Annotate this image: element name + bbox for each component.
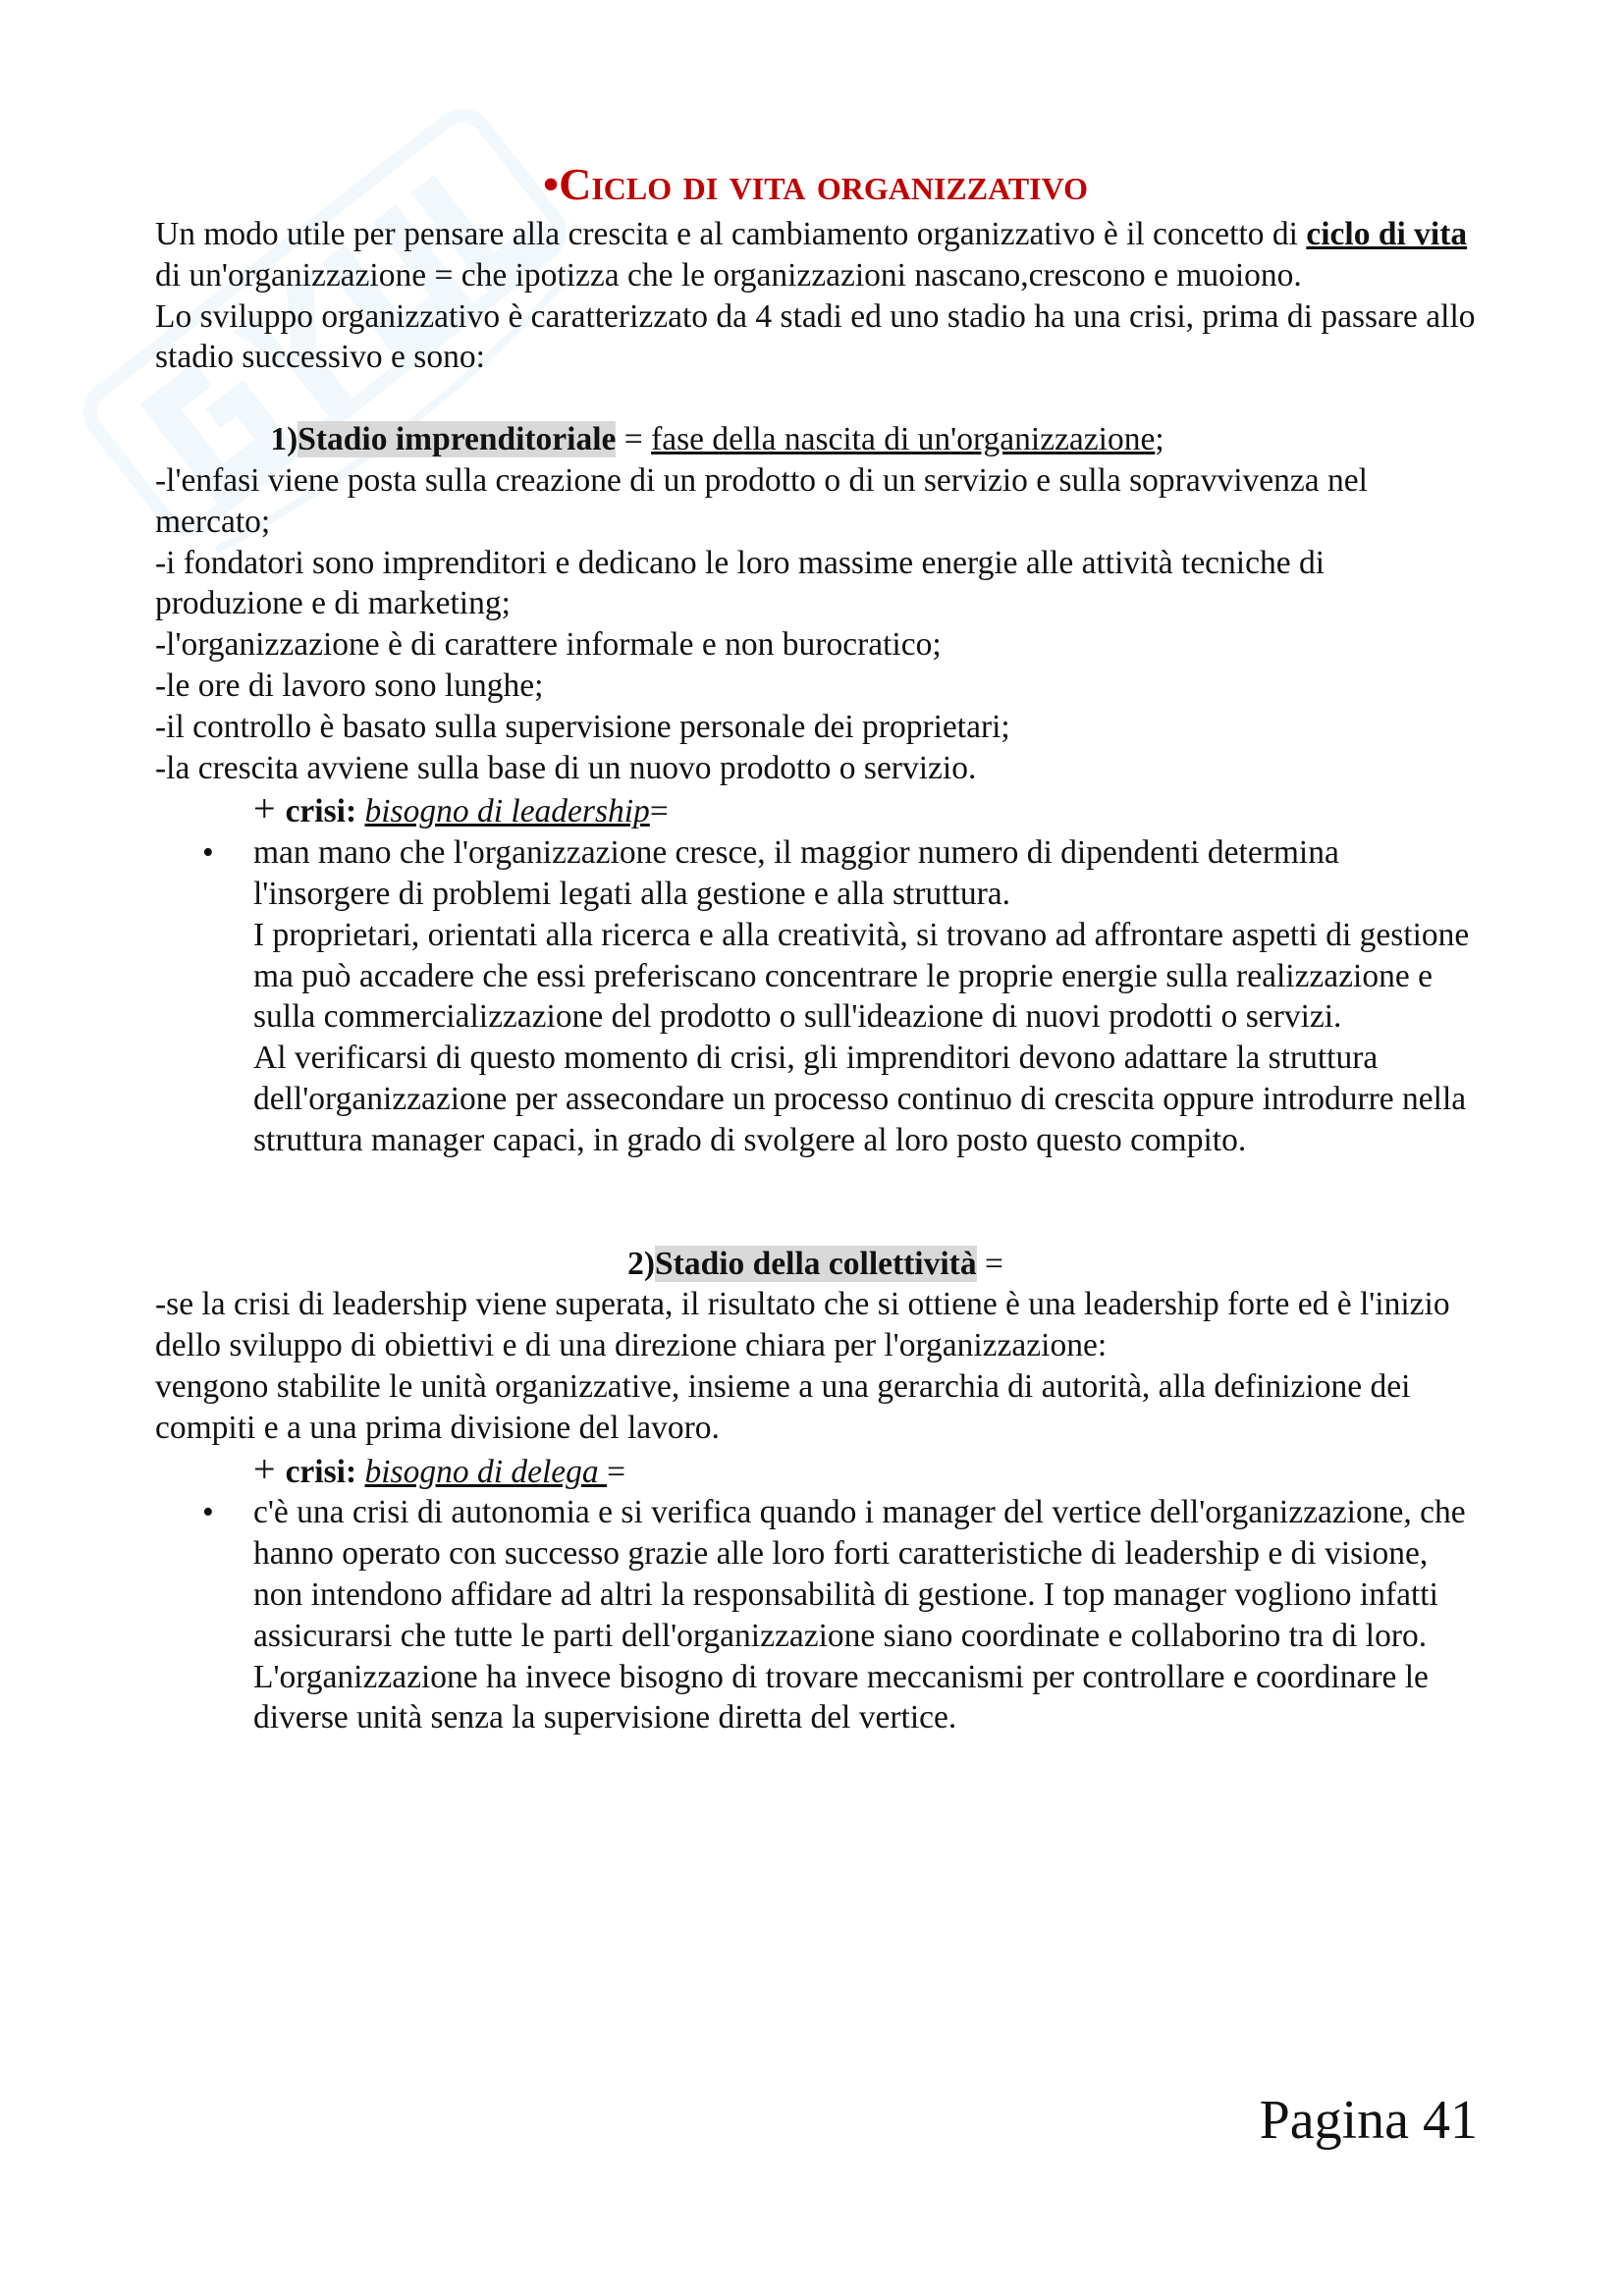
stage1-description: fase della nascita di un'organizzazione: [651, 421, 1156, 458]
term-ciclo-di-vita: ciclo di vita: [1306, 216, 1468, 252]
stage2-point: vengono stabilite le unità organizzative, insieme a una gerarchia di autorità, alla definizione dei compiti e a una prima divisione del lavoro.: [155, 1367, 1411, 1446]
page-title: •Ciclo di vita organizzativo: [543, 159, 1088, 209]
stage2-crisis-line: + crisi: bisogno di delega =: [253, 1446, 625, 1491]
document-page: [155, 157, 1476, 1738]
stage2-crisis-bullet: [155, 1492, 1476, 1738]
bullet-paragraph: man mano che l'organizzazione cresce, il maggior numero di dipendenti determina l'insorgere di problemi legati alla gestione e alla struttura.: [253, 834, 1339, 912]
stage1-point: -i fondatori sono imprenditori e dedicano le loro massime energie alle attività tecniche di produzione e di marketing;: [155, 544, 1325, 622]
bullet-paragraph: c'è una crisi di autonomia e si verifica quando i manager del vertice dell'organizzazione, che hanno operato con successo grazie alle loro forti caratteristiche di leadership e di visione, non intendono affidare ad altri la responsabilità di gestione. I top manager vogliono infatti assicurarsi che tutte le parti dell'organizzazione siano coordinate e collaborino tra di loro. L'organizzazione ha invece bisogno di trovare meccanismi per controllare e coordinare le diverse unità senza la supervisione diretta del vertice.: [253, 1494, 1466, 1736]
intro-paragraph-2: Lo sviluppo organizzativo è caratterizzato da 4 stadi ed uno stadio ha una crisi, prima di passare allo stadio successivo e sono:: [155, 297, 1476, 376]
stage1-crisis-line: + crisi: bisogno di leadership=: [253, 786, 669, 831]
stage1-crisis-name: bisogno di leadership: [364, 793, 650, 830]
stage2-heading: 2)Stadio della collettività =: [627, 1245, 1003, 1282]
stage1-point: -l'organizzazione è di carattere informale e non burocratico;: [155, 626, 942, 664]
stage1-point: -il controllo è basato sulla supervisione personale dei proprietari;: [155, 708, 1010, 745]
bullet-paragraph: Al verificarsi di questo momento di crisi, gli imprenditori devono adattare la struttura dell'organizzazione per assecondare un processo continuo di crescita oppure introdurre nella struttura manager capaci, in grado di svolgere al loro posto questo compito.: [253, 1040, 1467, 1158]
intro-paragraph: Un modo utile per pensare alla crescita e al cambiamento organizzativo è il concetto di ciclo di vita di un'organizzazione = che ipotizza che le organizzazioni nascano,crescono e muoiono.: [155, 216, 1468, 294]
stage2-crisis-name: bisogno di delega: [364, 1453, 608, 1490]
stage2-name: Stadio della collettività: [655, 1245, 977, 1282]
page-number: Pagina 41: [1259, 2090, 1478, 2151]
bullet-icon: •: [202, 834, 214, 872]
stage1-point: -le ore di lavoro sono lunghe;: [155, 667, 544, 704]
stage2-point: -se la crisi di leadership viene superata, il risultato che si ottiene è una leadership forte ed è l'inizio dello sviluppo di obiettivi e di una direzione chiara per l'organizzazione:: [155, 1286, 1450, 1364]
stage1-point: -l'enfasi viene posta sulla creazione di un prodotto o di un servizio e sulla sopravvivenza nel mercato;: [155, 461, 1368, 540]
stage1-point: -la crescita avviene sulla base di un nuovo prodotto o servizio.: [155, 749, 977, 786]
stage1-crisis-bullet: [155, 832, 1476, 1160]
bullet-paragraph: I proprietari, orientati alla ricerca e alla creatività, si trovano ad affrontare aspetti di gestione ma può accadere che essi preferiscano concentrare le proprie energie sulla realizzazione e sulla commercializzazione del prodotto o sull'ideazione di nuovi prodotti o servizi.: [253, 916, 1470, 1036]
plus-icon: +: [253, 1446, 286, 1491]
stage1-name: Stadio imprenditoriale: [298, 421, 617, 458]
bullet-icon: •: [202, 1494, 214, 1531]
stage1-heading: 1)Stadio imprenditoriale = fase della nascita di un'organizzazione;: [270, 421, 1164, 458]
plus-icon: +: [253, 786, 286, 831]
